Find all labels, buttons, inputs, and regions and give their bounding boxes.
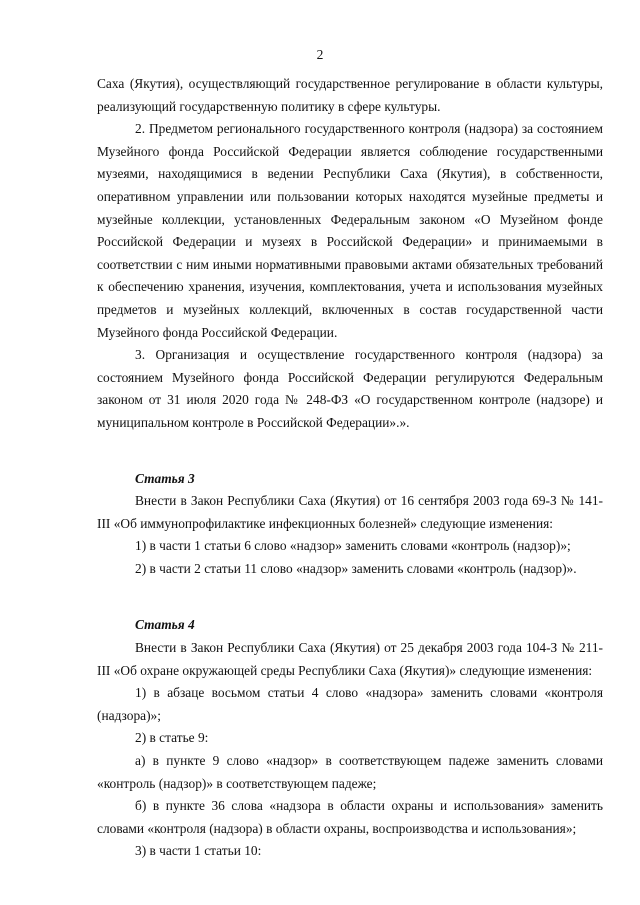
paragraph-3: 3. Организация и осуществление государственного контроля (надзора) за состоянием Музейного фонда Российской Федерации регулируются Федеральным законом от 31 июля 2020 года № 248-ФЗ «О государственном контроле (надзоре) и муниципальном контроле в Российской Федерации».». bbox=[97, 347, 603, 430]
continuation-paragraph: Саха (Якутия), осуществляющий государственное регулирование в области культуры, реализующий государственную политику в сфере культуры. bbox=[97, 76, 603, 114]
article-4-item-1: 1) в абзаце восьмом статьи 4 слово «надзора» заменить словами «контроля (надзора)»; bbox=[97, 685, 603, 723]
article-4-item-2: 2) в статье 9: bbox=[135, 730, 209, 746]
article-3-intro: Внести в Закон Республики Саха (Якутия) от 16 сентября 2003 года 69-З № 141-III «Об иммунопрофилактике инфекционных болезней» следующие изменения: bbox=[97, 493, 603, 531]
article-4-item-3: 3) в части 1 статьи 10: bbox=[135, 843, 262, 859]
article-3-item-2: 2) в части 2 статьи 11 слово «надзор» заменить словами «контроль (надзор)». bbox=[135, 560, 577, 576]
section-spacer bbox=[97, 435, 603, 468]
article-4-item-2b: б) в пункте 36 слова «надзора в области охраны и использования» заменить словами «контроля (надзора) в области охраны, воспроизводства и использования»; bbox=[97, 798, 603, 836]
article-3-item-1: 1) в части 1 статьи 6 слово «надзор» заменить словами «контроль (надзор)»; bbox=[135, 538, 571, 554]
section-spacer bbox=[97, 580, 603, 614]
article-4-heading: Статья 4 bbox=[135, 617, 195, 633]
paragraph-2: 2. Предметом регионального государственного контроля (надзора) за состоянием Музейного фонда Российской Федерации является соблюдение государственными музеями, находящимися в ведении Республики Саха (Якутия), в собственности, оперативном управлении или пользовании которых находятся музейные предметы и музейные коллекции, установленных Федеральным законом «О Музейном фонде Российской Федерации и музеях в Российской Федерации» и принимаемыми в соответствии с ним иными нормативными правовыми актами обязательных требований к обеспечению хранения, изучения, комплектования, учета и использования музейных предметов и музейных коллекций, включенных в состав государственной части Музейного фонда Российской Федерации. bbox=[97, 121, 603, 340]
document-body bbox=[97, 73, 603, 863]
page-number: 2 bbox=[316, 47, 324, 62]
article-4-item-2a: а) в пункте 9 слово «надзор» в соответствующем падеже заменить словами «контроль (надзор)» в соответствующем падеже; bbox=[97, 753, 603, 791]
article-4-intro: Внести в Закон Республики Саха (Якутия) от 25 декабря 2003 года 104-З № 211-III «Об охране окружающей среды Республики Саха (Якутия)» следующие изменения: bbox=[97, 640, 603, 678]
article-3-heading: Статья 3 bbox=[135, 470, 195, 486]
